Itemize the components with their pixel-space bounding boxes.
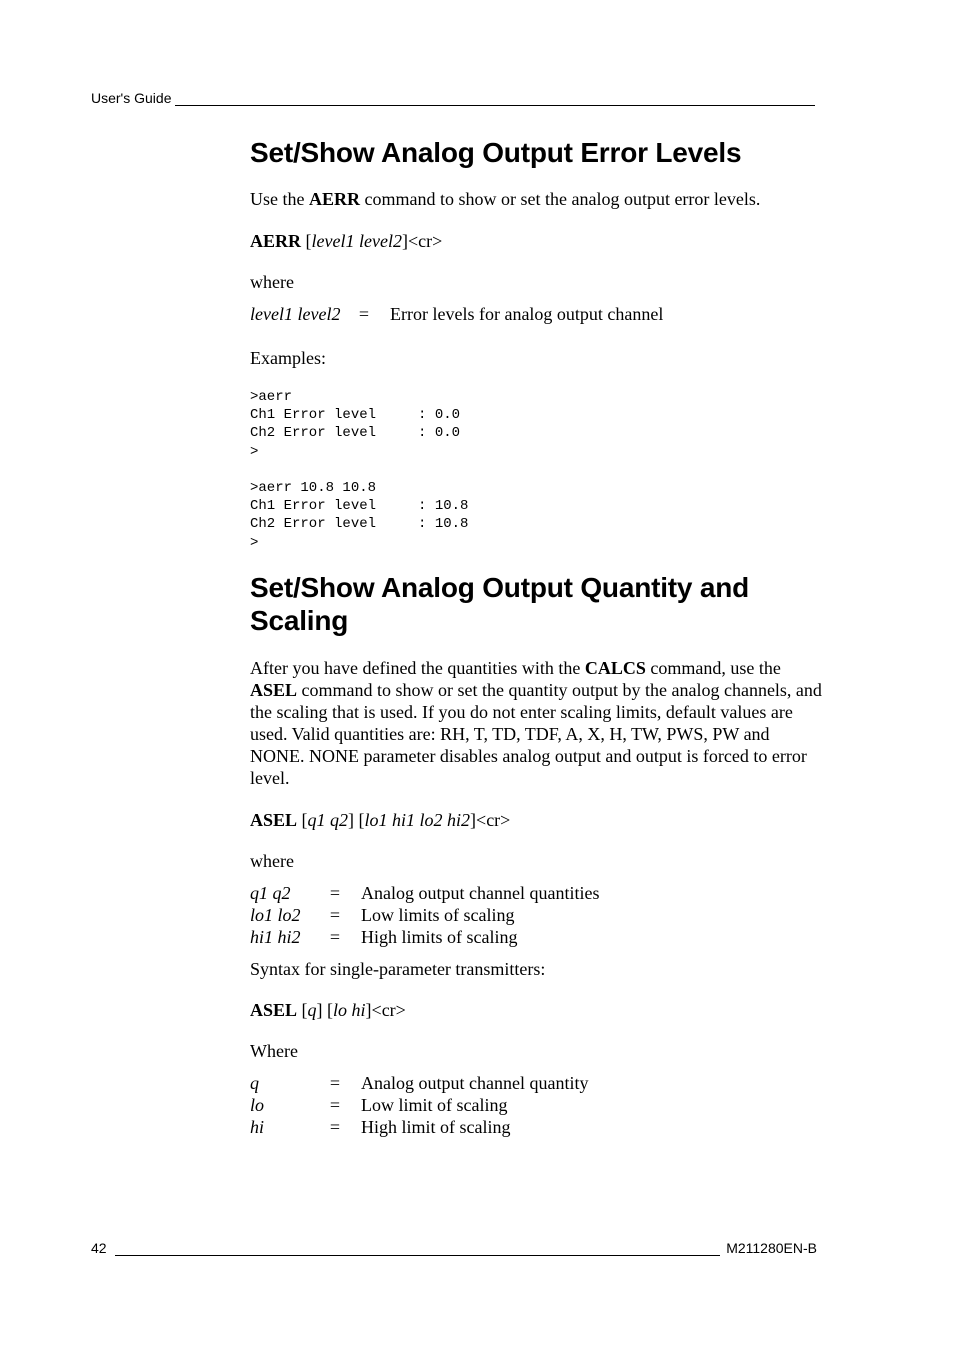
definition-row: [250, 1094, 588, 1116]
definition-row: [250, 1072, 588, 1094]
section2-title-line1: Set/Show Analog Output Quantity and: [250, 572, 750, 603]
definition-term: q1 q2: [250, 883, 291, 903]
section1-examples-label: Examples:: [250, 348, 326, 368]
syntax-bracket-mid: ] [: [348, 810, 365, 830]
definition-row: [250, 1116, 588, 1138]
section1-where: where: [250, 272, 294, 292]
code-example-2: >aerr 10.8 10.8 Ch1 Error level : 10.8 Ch2 Error level : 10.8 >: [250, 480, 469, 551]
syntax-params-limits: lo hi: [333, 1000, 366, 1020]
definition-row: [250, 926, 599, 948]
definition-equals: =: [329, 905, 341, 925]
section1-syntax: [250, 230, 822, 252]
definition-text: Analog output channel quantities: [361, 883, 600, 903]
section2-single-label: Syntax for single-parameter transmitters:: [250, 959, 546, 979]
page-footer: [91, 1240, 817, 1256]
section1-title: Set/Show Analog Output Error Levels: [250, 137, 742, 168]
definition-term: lo1 lo2: [250, 905, 301, 925]
section1-definitions: [250, 303, 663, 325]
section2-intro: [250, 657, 822, 789]
header-rule: [175, 92, 815, 106]
definition-equals: =: [358, 304, 370, 324]
section2-where: where: [250, 851, 294, 871]
definition-text: High limit of scaling: [361, 1117, 511, 1137]
header-text: User's Guide: [91, 90, 172, 106]
syntax-bracket: [: [301, 231, 312, 251]
syntax-bracket: [: [297, 1000, 308, 1020]
definition-text: Analog output channel quantity: [361, 1073, 589, 1093]
page-number: 42: [91, 1240, 107, 1256]
intro-text-mid: command, use the: [645, 658, 781, 678]
syntax-bracket: [: [297, 810, 308, 830]
definition-row: [250, 882, 599, 904]
syntax-bracket-close: ]<cr>: [470, 810, 511, 830]
definition-text: Low limits of scaling: [361, 905, 515, 925]
syntax-params-limits: lo1 hi1 lo2 hi2: [364, 810, 471, 830]
definition-equals: =: [329, 1073, 341, 1093]
definition-row: [250, 303, 663, 325]
section2-where-2: Where: [250, 1041, 298, 1061]
section2-title: [250, 571, 749, 637]
syntax-params-quantities: q1 q2: [307, 810, 349, 830]
definition-text: Low limit of scaling: [361, 1095, 508, 1115]
definition-text: High limits of scaling: [361, 927, 518, 947]
syntax-bracket-close: ]<cr>: [365, 1000, 406, 1020]
page-header: [91, 90, 815, 106]
definition-term: hi: [250, 1117, 265, 1137]
section2-syntax-single: [250, 999, 822, 1021]
definition-equals: =: [329, 927, 341, 947]
definition-term: lo: [250, 1095, 265, 1115]
definition-text: Error levels for analog output channel: [390, 304, 664, 324]
syntax-command: ASEL: [250, 1000, 298, 1020]
definition-term: q: [250, 1073, 259, 1093]
section2-title-line2: Scaling: [250, 605, 349, 636]
syntax-bracket-mid: ] [: [316, 1000, 334, 1020]
definition-term: hi1 hi2: [250, 927, 301, 947]
definition-term: level1 level2: [250, 304, 341, 324]
section2-definitions-2: [250, 1072, 588, 1138]
section2-syntax: [250, 809, 822, 831]
intro-text-end: command to show or set the analog output error levels.: [360, 189, 761, 209]
intro-command-calcs: CALCS: [584, 658, 646, 678]
section2-definitions: [250, 882, 599, 948]
intro-command-asel: ASEL: [250, 680, 298, 700]
syntax-bracket-close: ]<cr>: [401, 231, 443, 251]
intro-command: AERR: [308, 189, 360, 209]
section1-intro: [250, 188, 822, 210]
intro-text: After you have defined the quantities with the: [250, 658, 585, 678]
definition-equals: =: [329, 883, 341, 903]
code-example-1: >aerr Ch1 Error level : 0.0 Ch2 Error level : 0.0 >: [250, 389, 461, 460]
document-code: M211280EN-B: [726, 1240, 817, 1256]
intro-text: Use the: [250, 189, 309, 209]
definition-row: [250, 904, 599, 926]
syntax-params-quantity: q: [307, 1000, 317, 1020]
syntax-command: ASEL: [250, 810, 298, 830]
intro-text-end: command to show or set the quantity output by the analog channels, and the scaling that is used. If you do not enter scaling limits, default values are used. Valid quantities are: RH, T, TD, TDF, A, X, H, TW, PWS, PW and NONE. NONE parameter disables analog output and output is forced to error level.: [250, 680, 822, 788]
definition-equals: =: [329, 1095, 341, 1115]
footer-rule: [115, 1242, 721, 1256]
syntax-command: AERR: [250, 231, 302, 251]
definition-equals: =: [329, 1117, 341, 1137]
syntax-params: level1 level2: [311, 231, 402, 251]
